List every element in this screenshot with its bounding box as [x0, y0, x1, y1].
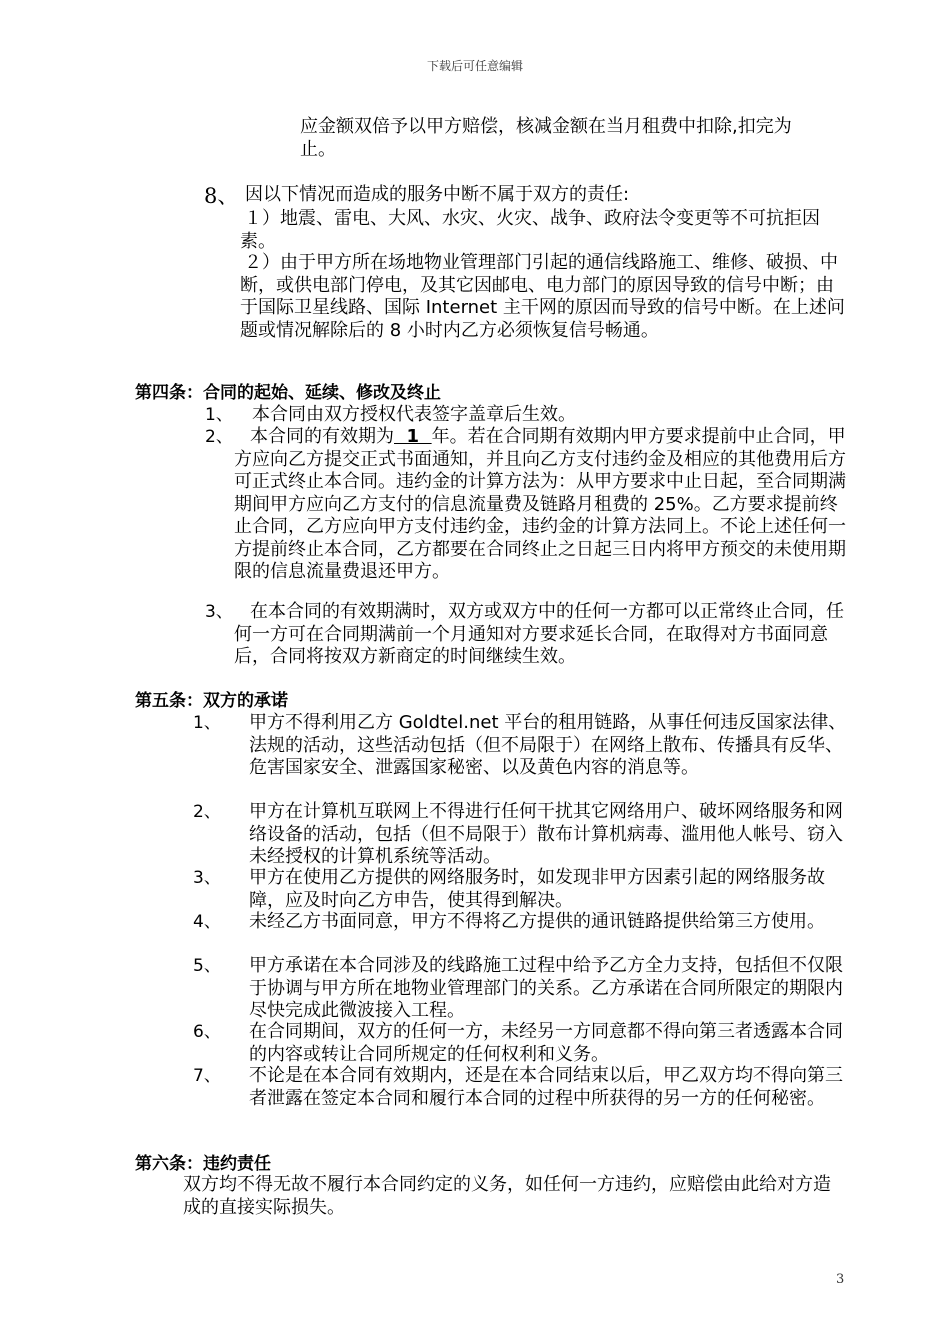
a4-item2-text	[234, 426, 846, 584]
a4-item3-num: 3、	[205, 602, 233, 622]
a5-item6-text: 在合同期间，双方的任何一方，未经另一方同意都不得向第三者透露本合同的内容或转让合同所规定的任何权利和义务。	[249, 1021, 843, 1065]
article-6-title: 第六条：违约责任	[135, 1154, 271, 1174]
a4-item1-num: 1、	[205, 405, 233, 425]
item-8-text: 因以下情况而造成的服务中断不属于双方的责任:	[245, 184, 630, 205]
page-header: 下载后可任意编辑	[426, 59, 523, 73]
a5-item4-num: 4、	[193, 912, 221, 932]
article-4-title: 第四条：合同的起始、延续、修改及终止	[135, 383, 441, 403]
intro-paragraph: 应金额双倍予以甲方赔偿，核减金额在当月租费中扣除,扣完为止。	[300, 116, 792, 160]
a5-item5-text: 甲方承诺在本合同涉及的线路施工过程中给予乙方全力支持，包括但不仅限于协调与甲方所在地物业管理部门的关系。乙方承诺在合同所限定的期限内尽快完成此微波接入工程。	[249, 955, 843, 1021]
a5-item4-text: 未经乙方书面同意，甲方不得将乙方提供的通讯链路提供给第三方使用。	[249, 911, 825, 932]
page-number: 3	[836, 1272, 845, 1287]
a5-item5-num: 5、	[193, 956, 221, 976]
a4-item2-num: 2、	[205, 427, 233, 447]
article-6-text: 双方均不得无故不履行本合同约定的义务，如任何一方违约，应赔偿由此给对方造成的直接实际损失。	[183, 1174, 831, 1218]
a5-item7-text: 不论是在本合同有效期内，还是在本合同结束以后，甲乙双方均不得向第三者泄露在签定本合同和履行本合同的过程中所获得的另一方的任何秘密。	[249, 1065, 843, 1109]
a5-item2-text: 甲方在计算机互联网上不得进行任何干扰其它网络用户、破坏网络服务和网络设备的活动，包括（但不局限于）散布计算机病毒、滥用他人帐号、窃入未经授权的计算机系统等活动。	[249, 801, 843, 867]
a4-item3-text: 在本合同的有效期满时，双方或双方中的任何一方都可以正常终止合同，任何一方可在合同期满前一个月通知对方要求延长合同，在取得对方书面同意后，合同将按双方新商定的时间继续生效。	[234, 601, 844, 667]
item-8-number	[204, 180, 238, 210]
article-5-title: 第五条：双方的承诺	[135, 691, 288, 711]
a5-item3-num: 3、	[193, 868, 221, 888]
a5-item1-text: 甲方不得利用乙方 Goldtel.net 平台的租用链路，从事任何违反国家法律、法规的活动，这些活动包括（但不局限于）在网络上散布、传播具有反华、危害国家安全、泄露国家秘密、以及黄色内容的消息等。	[249, 712, 847, 778]
a5-item7-num: 7、	[193, 1066, 221, 1086]
a5-item3-text: 甲方在使用乙方提供的网络服务时，如发现非甲方因素引起的网络服务故障，应及时向乙方申告，使其得到解决。	[249, 867, 825, 911]
item-8-num: 8、	[204, 184, 239, 208]
a4-item2-text-b: 年。若在合同期有效期内甲方要求提前中止合同，甲方应向乙方提交正式书面通知，并且向乙方支付违约金及相应的其他费用后方可正式终止本合同。违约金的计算方法为：从甲方要求中止日起，至合同期满期间甲方应向乙方支付的信息流量费及链路月租费的 25%。乙方要求提前终止合同，乙方应向甲方支付违约金，违约金的计算方法同上。不论上述任何一方提前终止本合同，乙方都要在合同终止之日起三日内将甲方预交的未使用期限的信息流量费退还甲方。	[234, 426, 846, 582]
a4-item2-text-a: 本合同的有效期为	[250, 426, 394, 447]
a5-item6-num: 6、	[193, 1022, 221, 1042]
a5-item2-num: 2、	[193, 802, 221, 822]
a4-item1-text: 本合同由双方授权代表签字盖章后生效。	[252, 404, 576, 425]
contract-term: 1	[394, 426, 432, 447]
item-8-sub2: ２）由于甲方所在场地物业管理部门引起的通信线路施工、维修、破损、中断，或供电部门停电，及其它因邮电、电力部门的原因导致的信号中断；由于国际卫星线路、国际 Internet 主干网的原因而导致的信号中断。在上述问题或情况解除后的 8 小时内乙方必须恢复信号畅通。	[240, 252, 845, 341]
item-8-sub1: １）地震、雷电、大风、水灾、火灾、战争、政府法令变更等不可抗拒因素。	[240, 208, 820, 252]
a5-item1-num: 1、	[193, 713, 221, 733]
